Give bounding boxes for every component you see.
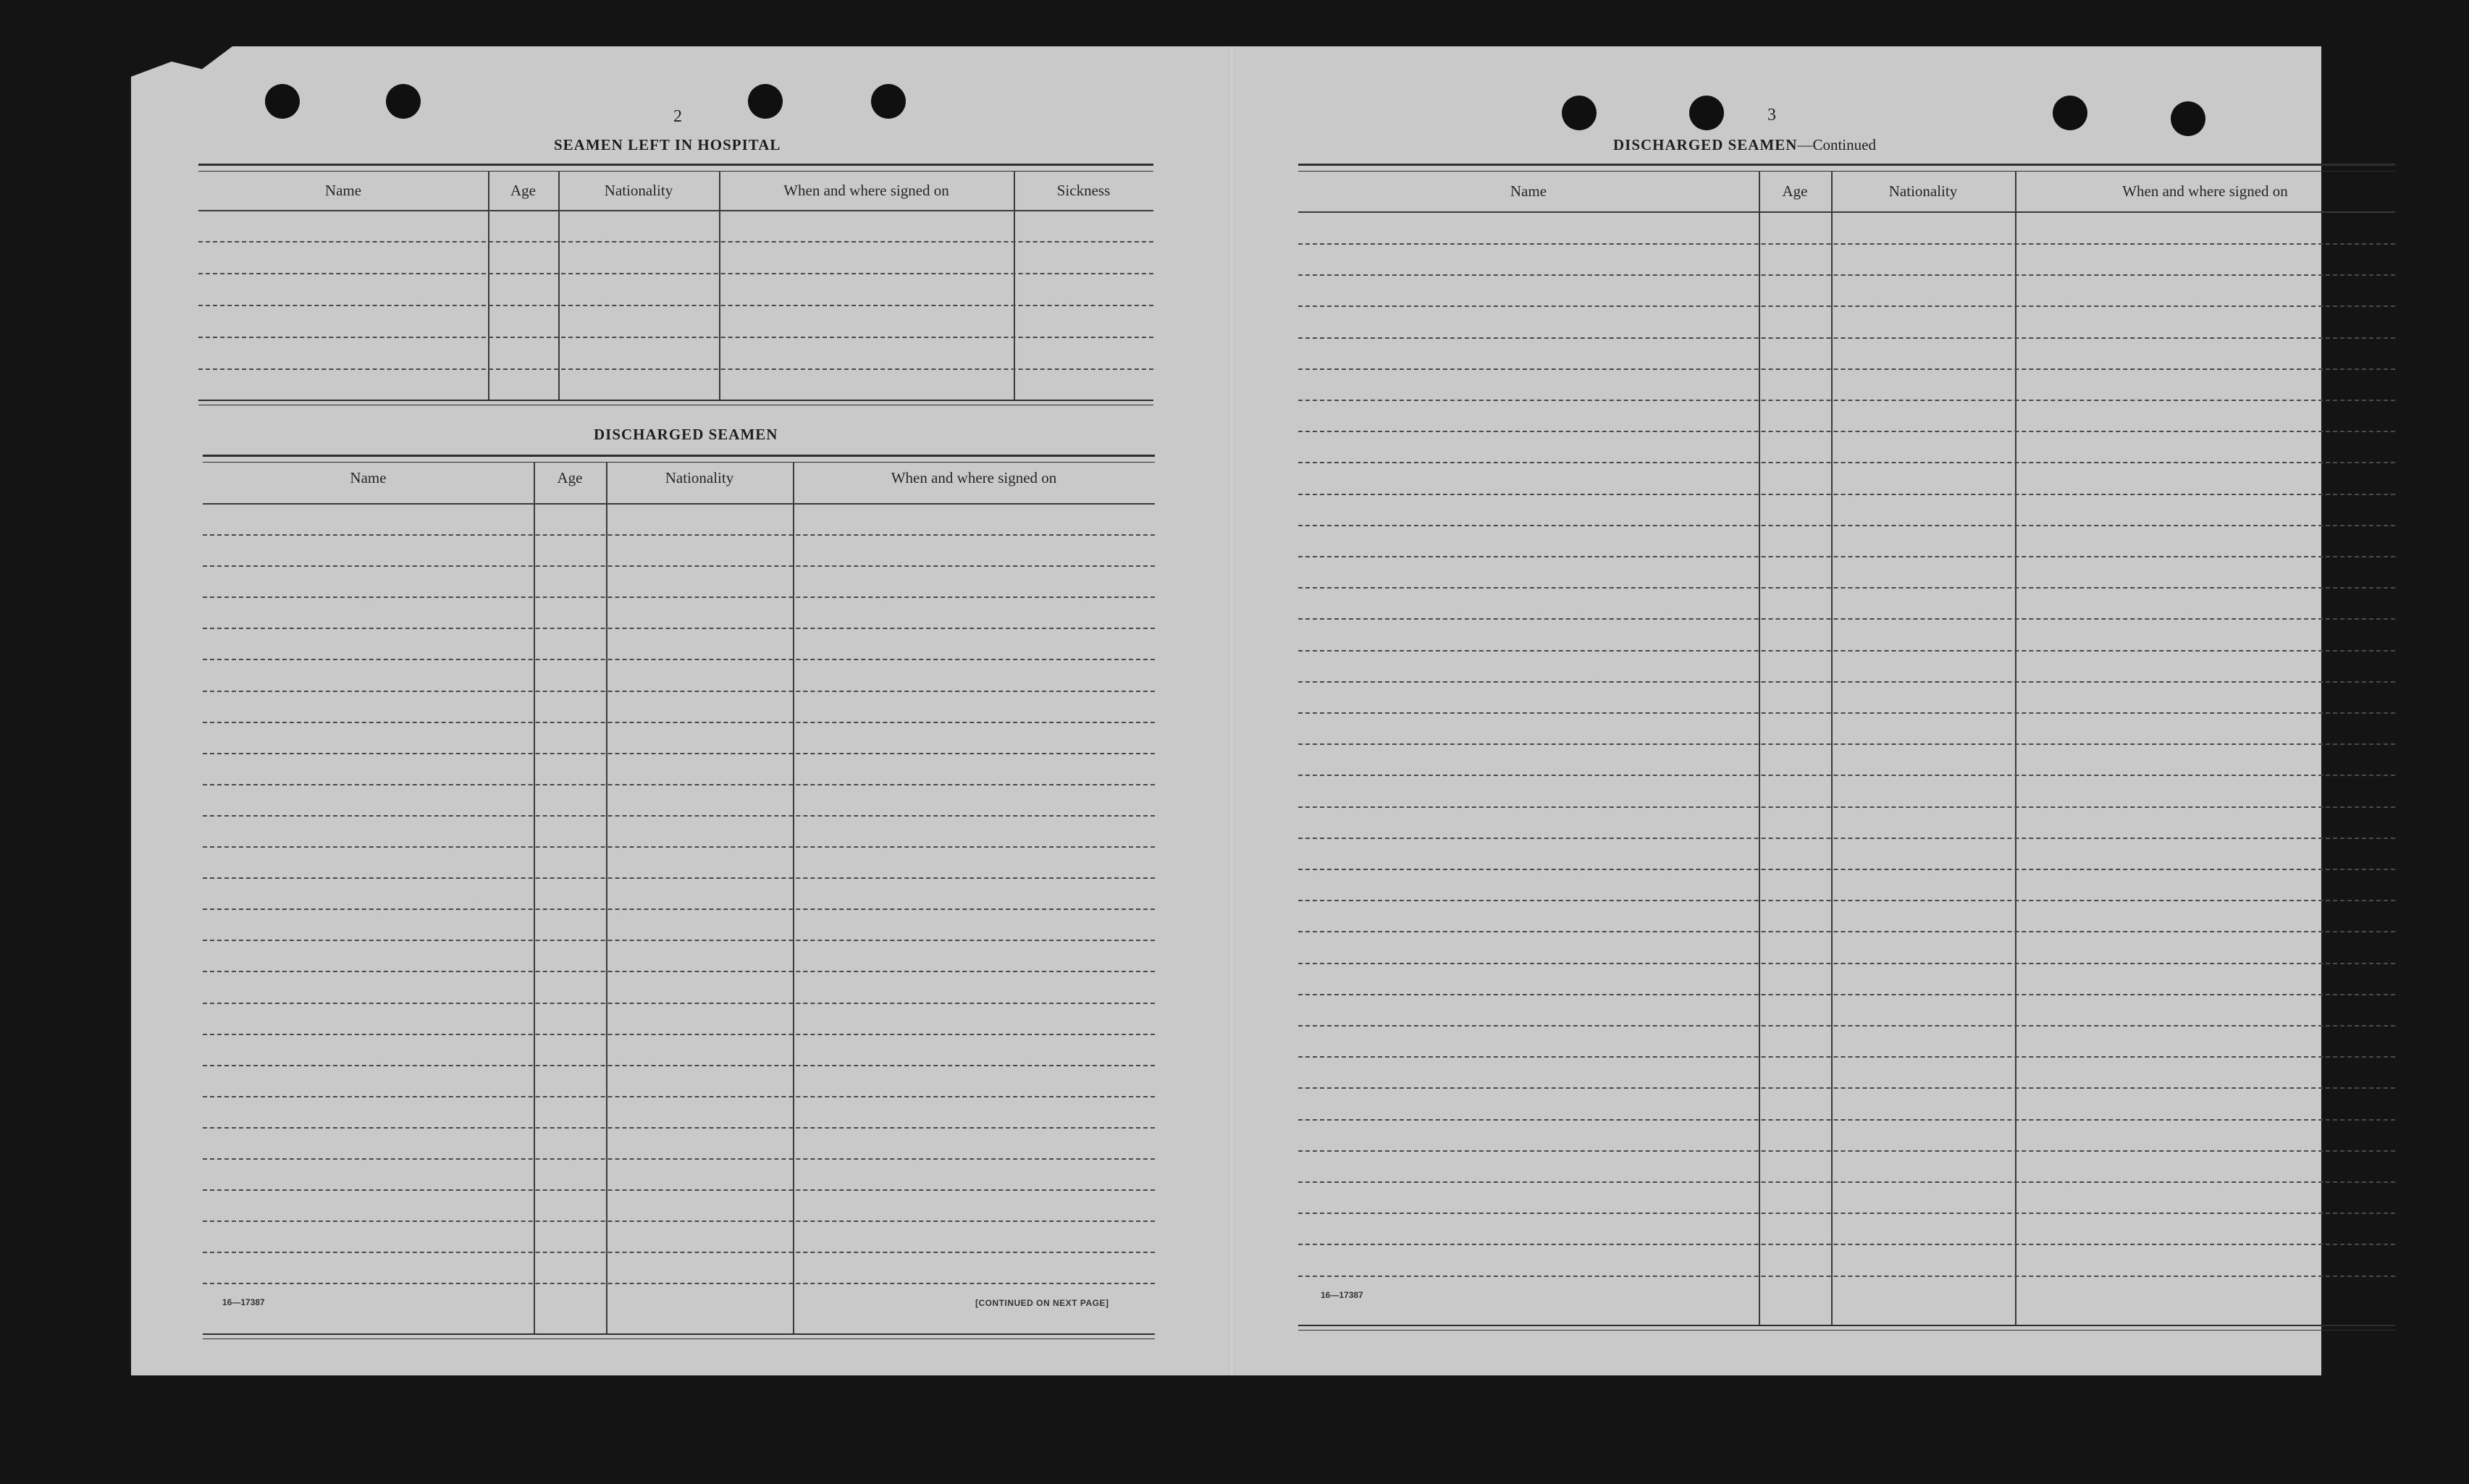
column-header: Name bbox=[1510, 182, 1547, 200]
page-number: 3 bbox=[1767, 106, 1776, 125]
table-row bbox=[203, 940, 1155, 941]
table-row bbox=[1298, 650, 2395, 652]
table-row bbox=[203, 1003, 1155, 1004]
torn-corner bbox=[131, 46, 232, 97]
form-code: 16—17387 bbox=[1321, 1290, 1363, 1300]
table-row bbox=[1298, 305, 2395, 307]
title-suffix: —Continued bbox=[1797, 136, 1876, 153]
table-row bbox=[1298, 525, 2395, 526]
table-row bbox=[203, 691, 1155, 692]
table-top-rule bbox=[198, 164, 1153, 172]
header-rule bbox=[1298, 211, 2395, 213]
hospital-section-title: SEAMEN LEFT IN HOSPITAL bbox=[554, 136, 781, 153]
discharged-table bbox=[203, 455, 1155, 1341]
page-fold bbox=[1229, 46, 1234, 1375]
table-row bbox=[203, 628, 1155, 629]
column-header: Nationality bbox=[604, 182, 673, 199]
table-row bbox=[203, 877, 1155, 879]
table-row bbox=[203, 1189, 1155, 1191]
table-row bbox=[203, 846, 1155, 848]
discharged-continued-title bbox=[1613, 136, 1876, 154]
table-row bbox=[1298, 1087, 2395, 1089]
column-divider bbox=[1831, 171, 1833, 1325]
table-row bbox=[198, 305, 1153, 306]
table-row bbox=[203, 1220, 1155, 1222]
table-row bbox=[203, 753, 1155, 754]
punch-hole bbox=[265, 84, 300, 119]
header-rule bbox=[203, 503, 1155, 505]
punch-hole bbox=[871, 84, 906, 119]
table-row bbox=[1298, 587, 2395, 589]
table-row bbox=[203, 534, 1155, 536]
column-header: Name bbox=[324, 182, 362, 199]
table-row bbox=[1298, 1276, 2395, 1277]
table-row bbox=[1298, 556, 2395, 557]
table-top-rule bbox=[203, 455, 1155, 463]
table-row bbox=[203, 722, 1155, 723]
table-row bbox=[198, 337, 1153, 338]
table-row bbox=[1298, 838, 2395, 839]
table-row bbox=[1298, 274, 2395, 276]
table-row bbox=[203, 1127, 1155, 1129]
table-row bbox=[203, 815, 1155, 817]
table-row bbox=[203, 1283, 1155, 1284]
table-bottom-rule bbox=[198, 400, 1153, 405]
table-row bbox=[203, 565, 1155, 567]
document-sheet bbox=[131, 46, 2321, 1375]
column-divider bbox=[488, 171, 489, 400]
punch-hole bbox=[2053, 96, 2087, 130]
table-row bbox=[1298, 1025, 2395, 1026]
table-bottom-rule bbox=[1298, 1325, 2395, 1331]
column-header: Age bbox=[510, 182, 536, 199]
table-row bbox=[1298, 494, 2395, 495]
table-row bbox=[1298, 963, 2395, 964]
table-row bbox=[1298, 243, 2395, 245]
table-row bbox=[1298, 712, 2395, 714]
table-row bbox=[203, 784, 1155, 785]
table-row bbox=[203, 1096, 1155, 1097]
table-row bbox=[1298, 900, 2395, 901]
table-row bbox=[1298, 806, 2395, 808]
column-divider bbox=[534, 462, 535, 1333]
column-header: Age bbox=[557, 469, 583, 486]
table-row bbox=[198, 273, 1153, 274]
form-code: 16—17387 bbox=[222, 1297, 265, 1307]
table-row bbox=[1298, 681, 2395, 683]
column-header: When and where signed on bbox=[783, 182, 949, 199]
column-header: Age bbox=[1782, 182, 1808, 200]
table-row bbox=[1298, 1119, 2395, 1121]
column-header: When and where signed on bbox=[891, 469, 1057, 486]
header-rule bbox=[198, 210, 1153, 211]
table-row bbox=[1298, 931, 2395, 932]
column-divider bbox=[719, 171, 720, 400]
punch-hole bbox=[748, 84, 783, 119]
column-divider bbox=[1014, 171, 1015, 400]
table-row bbox=[198, 241, 1153, 243]
column-divider bbox=[558, 171, 560, 400]
continued-note: [CONTINUED ON NEXT PAGE] bbox=[975, 1298, 1109, 1308]
table-row bbox=[203, 908, 1155, 910]
table-row bbox=[203, 596, 1155, 598]
column-header: When and where signed on bbox=[2122, 182, 2288, 200]
table-row bbox=[1298, 775, 2395, 776]
column-divider bbox=[606, 462, 607, 1333]
page-number: 2 bbox=[673, 107, 682, 126]
table-row bbox=[1298, 1056, 2395, 1058]
table-row bbox=[1298, 994, 2395, 995]
table-top-rule bbox=[1298, 164, 2395, 172]
column-header: Nationality bbox=[1888, 182, 1958, 200]
table-row bbox=[203, 971, 1155, 972]
table-row bbox=[198, 368, 1153, 370]
table-row bbox=[1298, 337, 2395, 339]
column-divider bbox=[1759, 171, 1760, 1325]
table-row bbox=[203, 1034, 1155, 1035]
table-row bbox=[1298, 743, 2395, 745]
table-row bbox=[1298, 1244, 2395, 1245]
column-header: Nationality bbox=[665, 469, 734, 486]
punch-hole bbox=[1689, 96, 1724, 130]
table-row bbox=[1298, 1181, 2395, 1183]
hospital-table bbox=[198, 164, 1153, 408]
discharged-continued-table bbox=[1298, 164, 2395, 1333]
table-row bbox=[1298, 618, 2395, 620]
column-divider bbox=[793, 462, 794, 1333]
table-row bbox=[1298, 400, 2395, 401]
table-row bbox=[203, 659, 1155, 660]
table-bottom-rule bbox=[203, 1333, 1155, 1339]
column-divider bbox=[2015, 171, 2016, 1325]
table-row bbox=[203, 1252, 1155, 1253]
punch-hole bbox=[386, 84, 421, 119]
table-row bbox=[1298, 1150, 2395, 1152]
column-header: Sickness bbox=[1056, 182, 1111, 199]
table-row bbox=[1298, 368, 2395, 370]
table-row bbox=[1298, 869, 2395, 870]
title-text: DISCHARGED SEAMEN bbox=[1613, 136, 1798, 153]
column-header: Name bbox=[350, 469, 387, 486]
table-row bbox=[1298, 1213, 2395, 1214]
table-row bbox=[203, 1158, 1155, 1160]
table-row bbox=[1298, 431, 2395, 432]
table-row bbox=[1298, 462, 2395, 463]
punch-hole bbox=[2171, 101, 2205, 136]
discharged-section-title: DISCHARGED SEAMEN bbox=[594, 426, 778, 443]
table-row bbox=[203, 1065, 1155, 1066]
punch-hole bbox=[1562, 96, 1597, 130]
